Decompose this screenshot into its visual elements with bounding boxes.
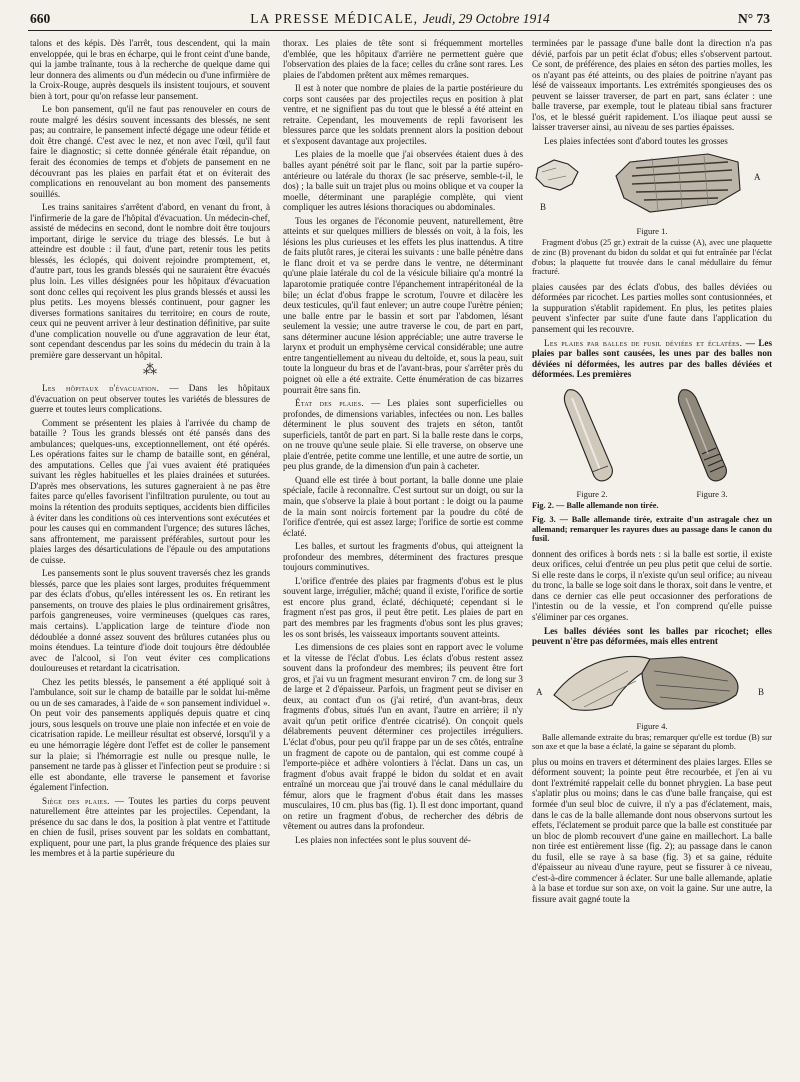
figure-1-label-b: B [540,202,547,213]
paragraph: Les trains sanitaires s'arrêtent d'abord, en venant du front, à l'infirmerie de la gare de l'hôpital d'évacuation. Un médecin-chef, assisté de médecins en second, dont le nombre doit être toujours important, dirige le service du triage des blessés. Le but à atteindre est double : il faut, d'une part, retenir tous les petits blessés, les éclopés, qui doivent rejoindre promptement, et, d'autre part, tous les grands blessés qui ne sauraient être évacués plus loin. Les villes désignées pour les hôpitaux d'évacuation sont donc celles qui reçoivent les plus grands blessés et aussi les plus petits. Les moyens blessés continuent, pour gagner les diverses formations sanitaires du territoire; en cours de route, ceux qui ne peuvent arriver à leur destination définitive, par suite d'une complication nouvelle ou d'une aggravation de leur état, sont cependant descendus par les soins du médecin du train à la première gare desservant un hôpital. [30,202,270,360]
paragraph: Les plaies non infectées sont le plus souvent dé- [295,834,471,845]
figure-4-label-b: B [758,686,765,697]
figure-1-label-a: A [754,172,761,183]
paragraph-text: — Toutes les parties du corps peuvent naturellement être atteintes par les projectiles. Cependant, la présence du sac dans le dos, la position à plat ventre et l'attitude en chien de fusil, prises souvent par les soldats en combattant, expliquent, pour une part, la plus grande fréquence des plaies sur les membres et à la partie supérieure du [30,795,270,859]
paragraph-text: — Les plaies par balles sont causées, les unes par des balles non déviées ni déformées, les autres par des balles déviées et déformées. Les premières [532,337,773,380]
section-heading: État des plaies. [295,398,364,409]
paragraph: Les pansements sont le plus souvent traversés chez les grands blessés, parce que les plaies sont larges, produites fréquemment par des éclats d'obus, qu'elles intéressent les os. En retirant les pansements, on trouve des plaies le plus ordinairement grisâtres, parfois gangreneuses, voire vermineuses (quelques cas rares, mais certains). L'application large de teinture d'iode non dédoublée a donné assez souvent des brûlures cutanées plus ou moins étendues. La teinture d'iode doit toujours être dédoublée avec de l'alcool, si l'on veut éviter ces complications douloureuses et retardant la cicatrisation. [30,568,270,674]
paragraph: Tous les organes de l'économie peuvent, naturellement, être atteints et sur quelques milliers de blessés on voit, à la fois, les lésions les plus curieuses et les effets les plus inattendus. A titre de faits plutôt rares, je citerai les suivants : une balle pénètre dans le flanc droit et va se perdre dans le ventre, ne déterminant qu'une plaie latérale du col de la vésicule biliaire qu'a montré la laparotomie pratiquée contre l'épanchement intrapéritonéal de la bile; un éclat d'obus frappe le scrotum, l'ouvre et dilacère les deux testicules, qu'il faut enlever; un autre coupe l'urètre pénien; une balle entre par le bassin et sort par l'abdomen, lésant seulement la vessie; une autre traverse le cou, de part en part, sans déterminer aucune lésion appréciable; une autre traverse le larynx et produit un emphysème cervical considérable; une autre entre tangentiellement au niveau du deltoïde, et, sous la peau, suit toute la longueur du bras et de l'avant-bras, pour s'arrêter près du poignet où elle a été extraite. Cette énumération de cas bizarres pourrait être sans fin. [283,215,523,395]
paragraph [30,796,270,859]
figure-3-legend: Fig. 3. — Balle allemande tirée, extraite d'un astragale chez un allemand; remarquer les rayures dues au passage dans le canon du fusil. [532,514,772,544]
section-divider: ⁂ [143,363,157,379]
paragraph: talons et des képis. Dès l'arrêt, tous descendent, qui la main enveloppée, qui le bras en écharpe, qui le front ceint d'une bande, qui la jambe traînante, tous à la recherche de quelque dame qui leur donnera des aliments ou d'un médecin ou d'une infirmière de la Croix-Rouge, auprès desquels ils insistent toujours, et souvent bien à tort, pour qu'on refasse leur pansement. [30,38,270,101]
paragraph: plaies causées par des éclats d'obus, des balles déviées ou déformées par ricochet. Les parties molles sont contusionnées, et la suppuration s'établit rapidement. En plus, les petites plaies peuvent s'infecter par suite d'une faute dans l'application du pansement qui les recouvre. [532,281,772,335]
issue-number: N° 73 [737,11,770,26]
paragraph: L'orifice d'entrée des plaies par fragments d'obus est le plus souvent large, irrégulier, mâché; quand il existe, l'orifice de sortie est encore plus grand, éclaté, déchiqueté; cependant si le fragment n'est pas gros, il peut être petit. Les plaies de part en part des membres par les fragments d'obus sont les plus graves; les os sont brisés, les vaisseaux importants souvent atteints. [283,575,523,639]
paragraph: thorax. Les plaies de tête sont si fréquemment mortelles d'emblée, que les hôpitaux d'arrière ne permettent guère que l'observation des plaies de la face; celles du crâne sont rares. Les plaies de l'abdomen prêtent aux mêmes remarques. [283,38,523,80]
bullet-figure-2 [564,389,612,480]
figure-4-label-a: A [536,686,543,697]
paragraph [283,398,523,472]
paragraph: Comment se présentent les plaies à l'arrivée du champ de bataille ? Tous les grands blessés ont été pansés dans des ambulances; quelques-uns, exceptionnellement, ont été opérés. Les opérations faites sur le champ de bataille sont, en général, des amputations. Celles que j'ai vues avaient été pratiquées suivant les règles habituelles et les plaies drainées et suturées. D'après mes observations, les sutures gagneraient à ne pas être faites parce qu'elles favorisent l'infiltration purulente, ou tout au moins la rétention des produits septiques, accidents bien difficiles à éviter dans les conditions où ces interventions sont exécutées et pour les causes qui en commandent l'urgence; des sutures lâches, sans affrontement, me paraissent préférables, surtout pour les plaies larges des désarticulations de l'épaule ou des amputations de cuisse. [30,417,270,565]
column-2 [283,38,523,848]
bullet-figure-3 [678,389,726,480]
column-1 [30,38,270,862]
figure-1-illustration [532,150,772,224]
section-heading: Siège des plaies. [42,795,110,806]
paragraph: Le bon pansement, qu'il ne faut pas renouveler en cours de route malgré les désirs souvent incessants des blessés, ne sent pas; au contraire, le pansement infecté dégage une odeur fétide et doit être changé. C'est avec le nez, et non avec l'œil, qu'il faut faire le diagnostic; si cette donnée générale était répandue, on ferait des économies de temps et d'objets de pansement en ne découvrant pas les plaies en parfait état et on éviterait des complications en renouvelant au bon moment des pansements souillés. [30,104,270,199]
paragraph: plus ou moins en travers et déterminent des plaies larges. Elles se déforment souvent; la pointe peut être recourbée, et j'en ai vu dont l'extrémité rappelait celle du bonnet phrygien. La base peut s'aplatir plus ou moins; dans le cas d'une balle française, qui est formée d'un seul bloc de cuivre, il n'y a pas d'éclatement, mais, dans le cas de la balle allemande dont nous observons surtout les effets, l'éclatement se produit parce que la balle est constituée par un bloc de plomb recouvert d'une gaine en maillechort. La balle non tirée est entièrement lisse (fig. 2); au passage dans le canon du fusil, elle se raye à sa base (fig. 3) et sa gaine, réduite d'épaisseur au niveau d'une rayure, peut se fissurer à ce niveau, c'est-à-dire commencer à éclater. Sur une balle allemande, aplatie à la base et tordue sur son axe, on voit la gaine. Sur une autre, la fissure avait gagné toute la [532,756,772,904]
figure-1-caption: Figure 1. [636,226,668,237]
paragraph: Il est à noter que nombre de plaies de la partie postérieure du corps sont causées par des projectiles reçus en position à plat ventre, et ne signifient pas du tout que le blessé a été atteint en retraite. Cependant, les mouvements de repli favorisent les blessures parce que les soldats prennent alors la position debout et s'exposent davantage aux projectiles. [283,83,523,146]
figure-1 [532,150,772,276]
section-heading: Les plaies par balles de fusil déviées et éclatées. [544,337,743,348]
paragraph: Les plaies infectées sont d'abord toutes les grosses [544,135,728,146]
paragraph: Les plaies de la moelle que j'ai observées étaient dues à des balles ayant pénétré soit par le flanc, soit par la partie supéro-antérieure ou latérale du thorax (le sac préserve, semble-t-il, le dos) ; la balle suit un trajet plus ou moins oblique et va couper la moelle, déterminant une paraplégie complète, qui vient compliquer les autres lésions thoraciques ou abdominales. [283,149,523,213]
figure-2-3-illustration [532,384,772,488]
figure-2-3 [532,384,772,544]
figure-2-caption: Figure 2. [576,488,608,499]
paragraph-text: — Dans les hôpitaux d'évacuation on peut observer toutes les variétés de blessures de guerre et toutes leurs complications. [30,382,270,415]
figure-2-3-captions [532,489,772,500]
paragraph: Les dimensions de ces plaies sont en rapport avec le volume et la vitesse de l'éclat d'obus. Les éclats d'obus restent assez souvent dans la profondeur des membres; ils peuvent être fort gros, et j'ai vu un fragment mesurant environ 7 cm. de long sur 3 de large et 2 d'épaisseur. Parfois, un fragment peut se diviser en deux, au contact d'un os (j'ai retiré, d'un avant-bras, deux fragments d'obus, situés l'un en avant, l'autre en arrière; il n'y avait qu'un petit orifice d'entrée cicatrisé). On conçoit quels délabrements peuvent déterminer ces projectiles irréguliers. L'éclat d'obus, pour peu qu'il frappe par un de ses côtés, entraîne un fragment de capote ou de pantalon, qui est comme coupé à l'emporte-pièce et adhère volontiers à l'éclat. Dans un cas, un fragment d'obus avait frappé le bidon du soldat et en avait entraîné un morceau que j'ai trouvé dans le canal médullaire du fémur, alors que le fragment d'obus était dans les masses musculaires, 10 cm. plus bas (fig. 1). Il est donc important, quand on retire un fragment d'obus, de rechercher des débris de vêtement ou autres dans la profondeur. [283,642,523,832]
paragraph [532,338,772,380]
paragraph: Les balles déviées sont les balles par ricochet; elles peuvent n'être pas déformées, mais elles entrent [532,625,772,647]
figure-2-legend: Fig. 2. — Balle allemande non tirée. [532,501,659,511]
paragraph [30,383,270,415]
page-header [28,6,772,31]
paragraph: Les balles, et surtout les fragments d'obus, qui atteignent la profondeur des membres, déterminent des fractures presque toujours comminutives. [283,541,523,573]
figure-4 [532,651,772,752]
page-number: 660 [30,11,51,26]
journal-title [28,11,772,27]
figure-4-illustration [532,651,772,719]
figure-4-legend: Balle allemande extraite du bras; remarquer qu'elle est tordue (B) sur son axe et que la base a éclaté, la gaine se séparant du plomb. [532,732,772,752]
journal-name: LA PRESSE MÉDICALE, [250,11,419,26]
paragraph: terminées par le passage d'une balle dont la direction n'a pas dévié, parfois par un petit éclat d'obus; elles s'observent partout. Ce sont, de préférence, des plaies en séton des parties molles, les os n'ayant pas été atteints, ou des plaies de poitrine n'ayant pas lésé de vaisseaux importants. Les extrémités spongieuses des os peuvent se laisser traverser, de part en part, sans éclater : une balle traverse, par exemple, tout le plateau tibial sans fracturer l'os, et le blessé guérit rapidement. L'os iliaque peut aussi se laisser traverser ainsi, au niveau de ses parties épaisses. [532,38,772,133]
paragraph: Chez les petits blessés, le pansement a été appliqué soit à l'ambulance, soit sur le champ de bataille par le soldat lui-même ou un de ses camarades, à l'aide de « son pansement individuel ». On peut voir des pansements appliqués depuis quatre et cinq jours, sous lesquels on trouve une plaie non infectée et en voie de cicatrisation rapide. Le meilleur résultat est observé, lorsqu'il y a eu une hémorragie légère dont l'effet est de coller le pansement sur la plaie; si l'hémorragie est nulle ou presque nulle, le pansement ne tarde pas à glisser et l'infection peut se produire : si elle est abondante, elle traverse le pansement et favorise également l'infection. [30,676,270,793]
paragraph: Quand elle est tirée à bout portant, la balle donne une plaie spéciale, facile à reconnaître. C'est surtout sur un doigt, ou sur la main, que s'observe la plaie à bout portant : le doigt ou la paume de la main sont noircis fortement par la poudre du côté de l'orifice d'entrée, qui est assez large; l'orifice de sortie est comme éclaté. [283,474,523,538]
figure-3-caption: Figure 3. [696,488,728,499]
issue-date: Jeudi, 29 Octobre 1914 [422,11,550,26]
figure-4-caption: Figure 4. [636,720,668,731]
section-heading: Les hôpitaux d'évacuation. [42,382,160,393]
paragraph-text: — Les plaies sont superficielles ou profondes, de dimensions variables, infectées ou non. Les balles déterminent le plus souvent des trajets en séton, tantôt superficiels, tantôt de part en part. Si la balle reste dans le corps, on ne trouve qu'une seule plaie. Si elle traverse, on observe une plaie d'entrée, petite comme une lentille, et une autre de sortie, un peu plus grande, de la dimension d'un pain à cacheter. [283,398,524,472]
column-3 [532,38,772,907]
figure-1-legend: Fragment d'obus (25 gr.) extrait de la cuisse (A), avec une plaquette de zinc (B) provenant du bidon du soldat et qui fut entraînée par l'éclat d'obus; la plaquette fut trouvée dans le canal médullaire du fémur fracturé. [532,238,772,277]
paragraph: donnent des orifices à bords nets : si la balle est sortie, il existe deux orifices, celui d'entrée un peu plus petit que celui de sortie. Si elle reste dans le corps, il n'existe qu'un seul orifice; au niveau du tronc, la balle se loge soit dans le thorax, soit dans le ventre, et dans ce dernier cas elle peut occasionner des perforations de l'intestin ou de la vessie, et l'on comprend qu'elle puisse s'éliminer par ces organes. [532,548,772,622]
